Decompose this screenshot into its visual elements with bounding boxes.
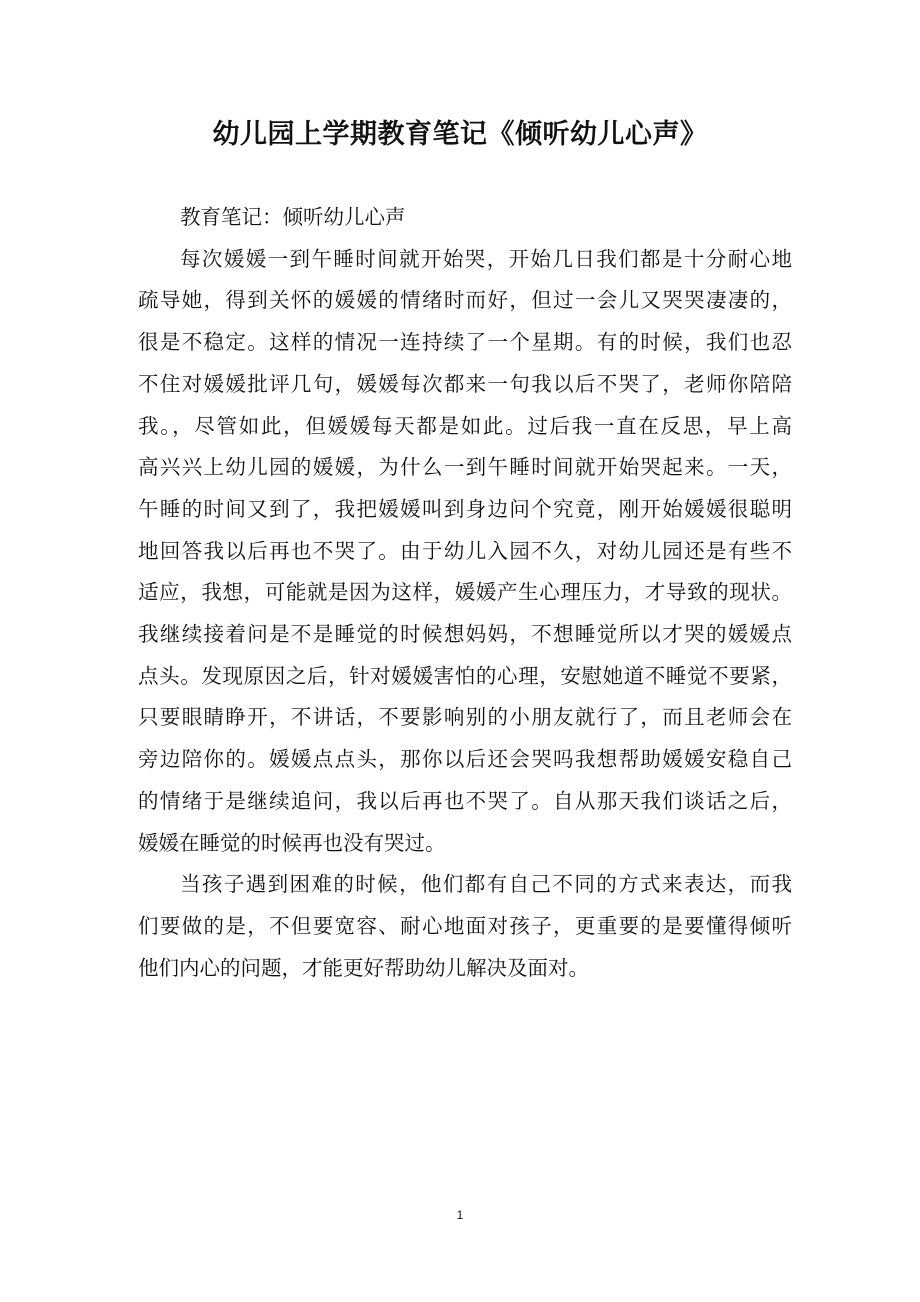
paragraph-line: 他们内心的问题，才能更好帮助幼儿解决及面对。 [138, 955, 589, 980]
document-title: 幼儿园上学期教育笔记《倾听幼儿心声》 [212, 119, 708, 150]
paragraph-line: 我继续接着问是不是睡觉的时候想妈妈，不想睡觉所以才哭的媛媛点 [138, 622, 792, 647]
paragraph [138, 239, 792, 865]
paragraph-line: 媛媛在睡觉的时候再也没有哭过。 [138, 830, 446, 855]
paragraph-line: 适应，我想，可能就是因为这样，媛媛产生心理压力，才导致的现状。 [138, 580, 792, 605]
page-number: 1 [456, 1208, 464, 1222]
paragraph [138, 864, 792, 989]
paragraph-line: 旁边陪你的。媛媛点点头，那你以后还会哭吗我想帮助媛媛安稳自己 [138, 747, 792, 772]
subtitle: 教育笔记：倾听幼儿心声 [180, 205, 406, 229]
paragraph-line: 只要眼睛睁开，不讲话，不要影响别的小朋友就行了，而且老师会在 [138, 705, 792, 730]
paragraph-line: 地回答我以后再也不哭了。由于幼儿入园不久，对幼儿园还是有些不 [138, 538, 792, 563]
paragraph-line: 当孩子遇到困难的时候，他们都有自己不同的方式来表达，而我 [180, 872, 792, 897]
paragraph-line: 疏导她，得到关怀的媛媛的情绪时而好，但过一会儿又哭哭凄凄的， [138, 288, 792, 313]
document-body [138, 197, 792, 989]
paragraph-line: 点头。发现原因之后，针对媛媛害怕的心理，安慰她道不睡觉不要紧， [138, 663, 792, 688]
paragraph-line: 们要做的是，不但要宽容、耐心地面对孩子，更重要的是要懂得倾听 [138, 913, 792, 938]
paragraph-line: 我。，尽管如此，但媛媛每天都是如此。过后我一直在反思，早上高 [138, 413, 792, 438]
paragraph-line: 每次媛媛一到午睡时间就开始哭，开始几日我们都是十分耐心地 [180, 246, 792, 271]
paragraph-line: 很是不稳定。这样的情况一连持续了一个星期。有的时候，我们也忍 [138, 330, 792, 355]
paragraph-line: 高兴兴上幼儿园的媛媛，为什么一到午睡时间就开始哭起来。一天， [138, 455, 792, 480]
paragraph-line: 午睡的时间又到了，我把媛媛叫到身边问个究竟，刚开始媛媛很聪明 [138, 496, 792, 521]
paragraph-line: 的情绪于是继续追问，我以后再也不哭了。自从那天我们谈话之后， [138, 788, 792, 813]
paragraph-line: 不住对媛媛批评几句，媛媛每次都来一句我以后不哭了，老师你陪陪 [138, 371, 792, 396]
paragraphs [138, 239, 792, 990]
